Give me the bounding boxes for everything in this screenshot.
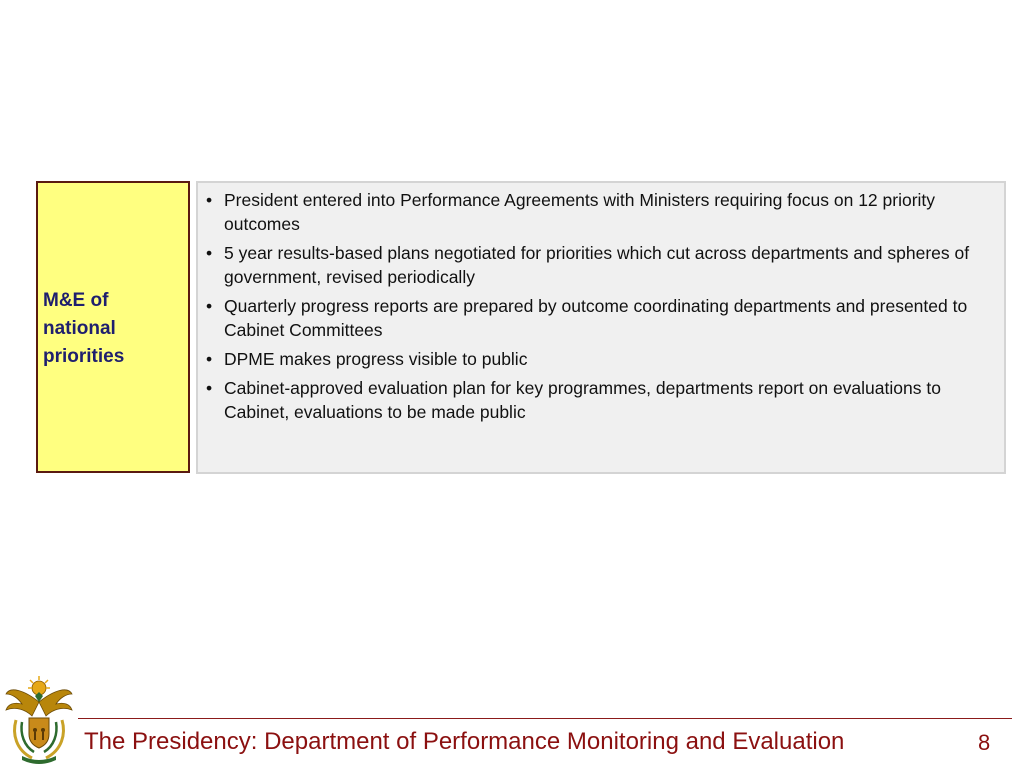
bullet-text: 5 year results-based plans negotiated for priorities which cut across departments and spheres of government, revised periodically [224, 243, 970, 287]
bullet-item [204, 347, 996, 371]
topic-label-box [36, 181, 190, 473]
bullet-item [204, 294, 996, 342]
bullet-text: Cabinet-approved evaluation plan for key programmes, departments report on evaluations to Cabinet, evaluations to be made public [224, 378, 941, 422]
bullet-list [204, 188, 996, 429]
footer-divider [78, 718, 1012, 719]
bullet-item [204, 188, 996, 236]
bullet-text: DPME makes progress visible to public [224, 349, 528, 369]
page-number: 8 [978, 730, 991, 755]
coat-of-arms-icon [2, 672, 76, 766]
bullet-icon: • [206, 349, 213, 369]
bullet-text: Quarterly progress reports are prepared by outcome coordinating departments and presented to Cabinet Committees [224, 296, 968, 340]
bullet-icon: • [206, 378, 213, 398]
footer-title: The Presidency: Department of Performance Monitoring and Evaluation [84, 728, 845, 755]
bullet-icon: • [206, 296, 213, 316]
bullet-icon: • [206, 190, 213, 210]
bullet-icon: • [206, 243, 213, 263]
bullet-item [204, 376, 996, 424]
bullet-content-box [196, 181, 1006, 474]
bullet-item [204, 241, 996, 289]
bullet-text: President entered into Performance Agreements with Ministers requiring focus on 12 priority outcomes [224, 190, 936, 234]
topic-label: M&E of national priorities [43, 290, 125, 367]
